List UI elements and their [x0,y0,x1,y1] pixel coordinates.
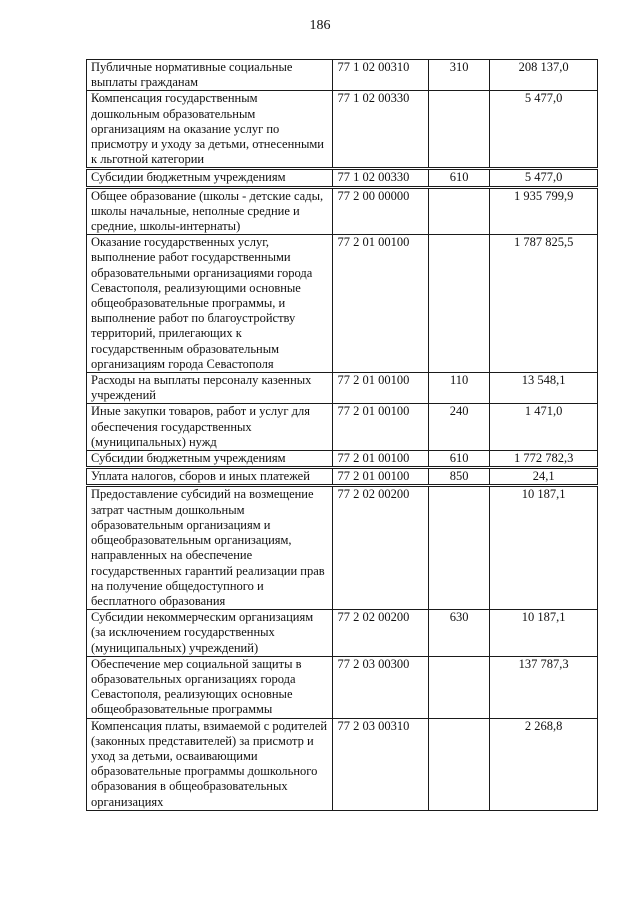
row-sum: 5 477,0 [490,91,598,169]
row-expense-type: 850 [428,468,489,486]
table-row [87,373,598,404]
row-expense-type [428,718,489,810]
row-expense-type: 240 [428,404,489,451]
row-name: Общее образование (школы - детские сады, школы начальные, неполные средние и средние, школы-интернаты) [87,187,333,235]
row-expense-type: 630 [428,610,489,657]
table-row [87,451,598,468]
row-expense-type: 310 [428,60,489,91]
row-code: 77 2 01 00100 [333,373,429,404]
budget-table [86,59,598,811]
row-name: Компенсация государственным дошкольным образовательным организациям на оказание услуг по присмотру и уходу за детьми, отнесенными к льготной категории [87,91,333,169]
table-row [87,91,598,169]
row-name: Обеспечение мер социальной защиты в образовательных организациях города Севастополя, реализующих основные общеобразовательные программы [87,656,333,718]
page-number: 186 [309,18,331,33]
row-expense-type: 610 [428,169,489,187]
row-sum: 5 477,0 [490,169,598,187]
row-code: 77 2 03 00300 [333,656,429,718]
row-sum: 10 187,1 [490,486,598,610]
row-code: 77 1 02 00330 [333,169,429,187]
table-row [87,610,598,657]
table-row [87,235,598,373]
row-sum: 137 787,3 [490,656,598,718]
row-sum: 1 772 782,3 [490,451,598,468]
table-row [87,404,598,451]
row-expense-type: 610 [428,451,489,468]
row-name: Компенсация платы, взимаемой с родителей (законных представителей) за присмотр и уход за детьми, осваивающими образовательные программы дошкольного образования в общеобразовательных организациях [87,718,333,810]
row-sum: 1 935 799,9 [490,187,598,235]
table-row [87,486,598,610]
table-row [87,718,598,810]
row-expense-type [428,486,489,610]
row-name: Оказание государственных услуг, выполнение работ государственными образовательными организациями города Севастополя, реализующими основные общеобразовательные программы, и выполнение работ по благоустройству территорий, прилегающих к государственным образовательным организациям города Севастополя [87,235,333,373]
row-expense-type [428,235,489,373]
table-row [87,656,598,718]
row-name: Субсидии бюджетным учреждениям [87,169,333,187]
row-code: 77 1 02 00330 [333,91,429,169]
table-row [87,60,598,91]
row-sum: 1 787 825,5 [490,235,598,373]
row-expense-type [428,187,489,235]
row-sum: 208 137,0 [490,60,598,91]
table-row [87,169,598,187]
row-expense-type [428,91,489,169]
row-code: 77 2 01 00100 [333,404,429,451]
row-code: 77 2 02 00200 [333,610,429,657]
row-sum: 24,1 [490,468,598,486]
row-code: 77 2 00 00000 [333,187,429,235]
row-code: 77 2 01 00100 [333,235,429,373]
row-code: 77 1 02 00310 [333,60,429,91]
row-expense-type: 110 [428,373,489,404]
row-name: Публичные нормативные социальные выплаты гражданам [87,60,333,91]
row-name: Субсидии некоммерческим организациям (за исключением государственных (муниципальных) учреждений) [87,610,333,657]
row-sum: 13 548,1 [490,373,598,404]
row-code: 77 2 02 00200 [333,486,429,610]
row-name: Расходы на выплаты персоналу казенных учреждений [87,373,333,404]
row-sum: 2 268,8 [490,718,598,810]
row-code: 77 2 01 00100 [333,468,429,486]
table-row [87,187,598,235]
table-row [87,468,598,486]
row-expense-type [428,656,489,718]
row-code: 77 2 03 00310 [333,718,429,810]
row-sum: 1 471,0 [490,404,598,451]
row-name: Иные закупки товаров, работ и услуг для обеспечения государственных (муниципальных) нужд [87,404,333,451]
row-code: 77 2 01 00100 [333,451,429,468]
row-name: Уплата налогов, сборов и иных платежей [87,468,333,486]
row-name: Субсидии бюджетным учреждениям [87,451,333,468]
row-sum: 10 187,1 [490,610,598,657]
row-name: Предоставление субсидий на возмещение затрат частным дошкольным образовательным организациям и общеобразовательным организациям, направленных на обеспечение государственных гарантий реализации прав на получение общедоступного и бесплатного образования [87,486,333,610]
